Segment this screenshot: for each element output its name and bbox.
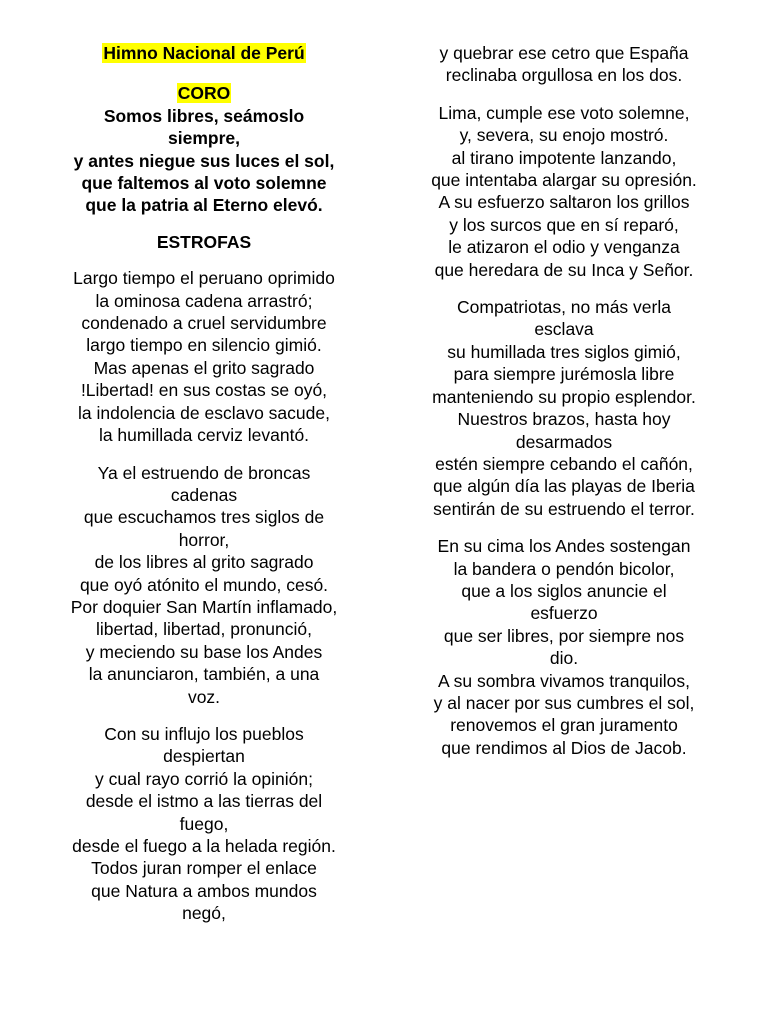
chorus-line: siempre, [168,128,240,149]
stanza [400,296,728,520]
stanza-line: Lima, cumple ese voto solemne, [438,102,690,123]
stanza-line: la anunciaron, también, a una [88,664,320,685]
stanza-line: que ser libres, por siempre nos [443,625,685,646]
stanza-line: de los libres al grito sagrado [94,552,314,573]
stanza-line: reclinaba orgullosa en los dos. [445,65,683,86]
chorus-line: que faltemos al voto solemne [81,173,327,194]
stanza-line: A su esfuerzo saltaron los grillos [438,192,690,213]
stanza [40,462,368,708]
stanza [400,535,728,759]
stanza-line: A su sombra vivamos tranquilos, [438,670,690,691]
stanza-line: y meciendo su base los Andes [85,641,323,662]
stanza-line: su humillada tres siglos gimió, [447,341,681,362]
stanza-line: que intentaba alargar su opresión. [431,170,697,191]
stanza-line: Nuestros brazos, hasta hoy [457,409,671,430]
stanza [400,102,728,281]
stanza-line: para siempre jurémosla libre [453,364,675,385]
stanza-line: y cual rayo corrió la opinión; [95,768,313,789]
stanza-line: que heredara de su Inca y Señor. [434,259,694,280]
stanza [40,723,368,925]
stanza-line: Todos juran romper el enlace [91,858,317,879]
stanza-line: y, severa, su enojo mostró. [459,125,669,146]
stanza-line: despiertan [163,746,245,767]
stanza-line: que Natura a ambos mundos [91,880,317,901]
stanza-line: y quebrar ese cetro que España [439,43,689,63]
right-column [400,42,728,774]
stanza-line: desde el fuego a la helada región. [72,836,336,856]
stanza-line: !Libertad! en sus costas se oyó, [80,380,328,401]
left-column [40,42,368,940]
stanza-line: al tirano impotente lanzando, [451,147,677,168]
stanza-line: esclava [534,319,594,340]
stanza-line: Por doquier San Martín inflamado, [70,596,338,617]
stanza-line: libertad, libertad, pronunció, [96,619,312,640]
stanza-line: cadenas [170,484,238,505]
chorus-line: Somos libres, seámoslo [103,105,305,126]
stanza-line: que a los siglos anuncie el [461,580,667,601]
chorus-line: y antes niegue sus luces el sol, [73,150,335,171]
stanza-line: Compatriotas, no más verla [457,297,671,318]
stanza [400,42,728,87]
chorus-line: que la patria al Eterno elevó. [85,195,323,216]
stanza-line: condenado a cruel servidumbre [81,313,327,334]
stanza-line: Ya el estruendo de broncas [97,462,311,483]
stanza-line: largo tiempo en silencio gimió. [86,335,322,356]
stanza-line: sentirán de su estruendo el terror. [433,498,695,519]
stanza-line: horror, [178,529,230,550]
stanza-line: que algún día las playas de Iberia [433,476,695,497]
title-wrap [40,42,368,64]
stanza-line: esfuerzo [530,603,598,624]
stanza-line: En su cima los Andes sostengan [437,536,691,557]
stanza-line: la indolencia de esclavo sacude, [78,402,330,423]
stanza-line: Con su influjo los pueblos [104,723,304,744]
stanza-line: que escuchamos tres siglos de [83,507,325,528]
stanza-line: Mas apenas el grito sagrado [93,357,315,378]
stanza-line: la bandera o pendón bicolor, [453,558,675,579]
chorus-label: CORO [177,83,231,104]
stanza-line: negó, [182,903,226,924]
stanza-line: desarmados [515,431,613,452]
stanza-line: desde el istmo a las tierras del [85,791,323,812]
stanza-line: que oyó atónito el mundo, cesó. [79,574,329,595]
chorus-block [40,82,368,216]
stanza-line: y al nacer por sus cumbres el sol, [433,692,695,713]
stanza-line: estén siempre cebando el cañón, [435,453,693,474]
chorus-label-wrap [40,82,368,104]
stanza-line: renovemos el gran juramento [450,715,678,736]
stanza-line: Largo tiempo el peruano oprimido [73,268,335,289]
stanza-line: le atizaron el odio y venganza [448,237,680,258]
document-title: Himno Nacional de Perú [103,43,305,63]
stanza-line: y los surcos que en sí reparó, [449,214,679,235]
stanza-line: que rendimos al Dios de Jacob. [441,737,687,758]
verses-heading: ESTROFAS [156,231,252,252]
stanza-line: manteniendo su propio esplendor. [432,386,696,407]
stanza [40,267,368,446]
stanza-line: dio. [549,648,579,669]
stanza-line: la ominosa cadena arrastró; [95,290,313,311]
stanza-line: voz. [187,686,221,707]
stanza-line: fuego, [179,813,229,834]
stanza-line: la humillada cerviz levantó. [98,425,310,446]
